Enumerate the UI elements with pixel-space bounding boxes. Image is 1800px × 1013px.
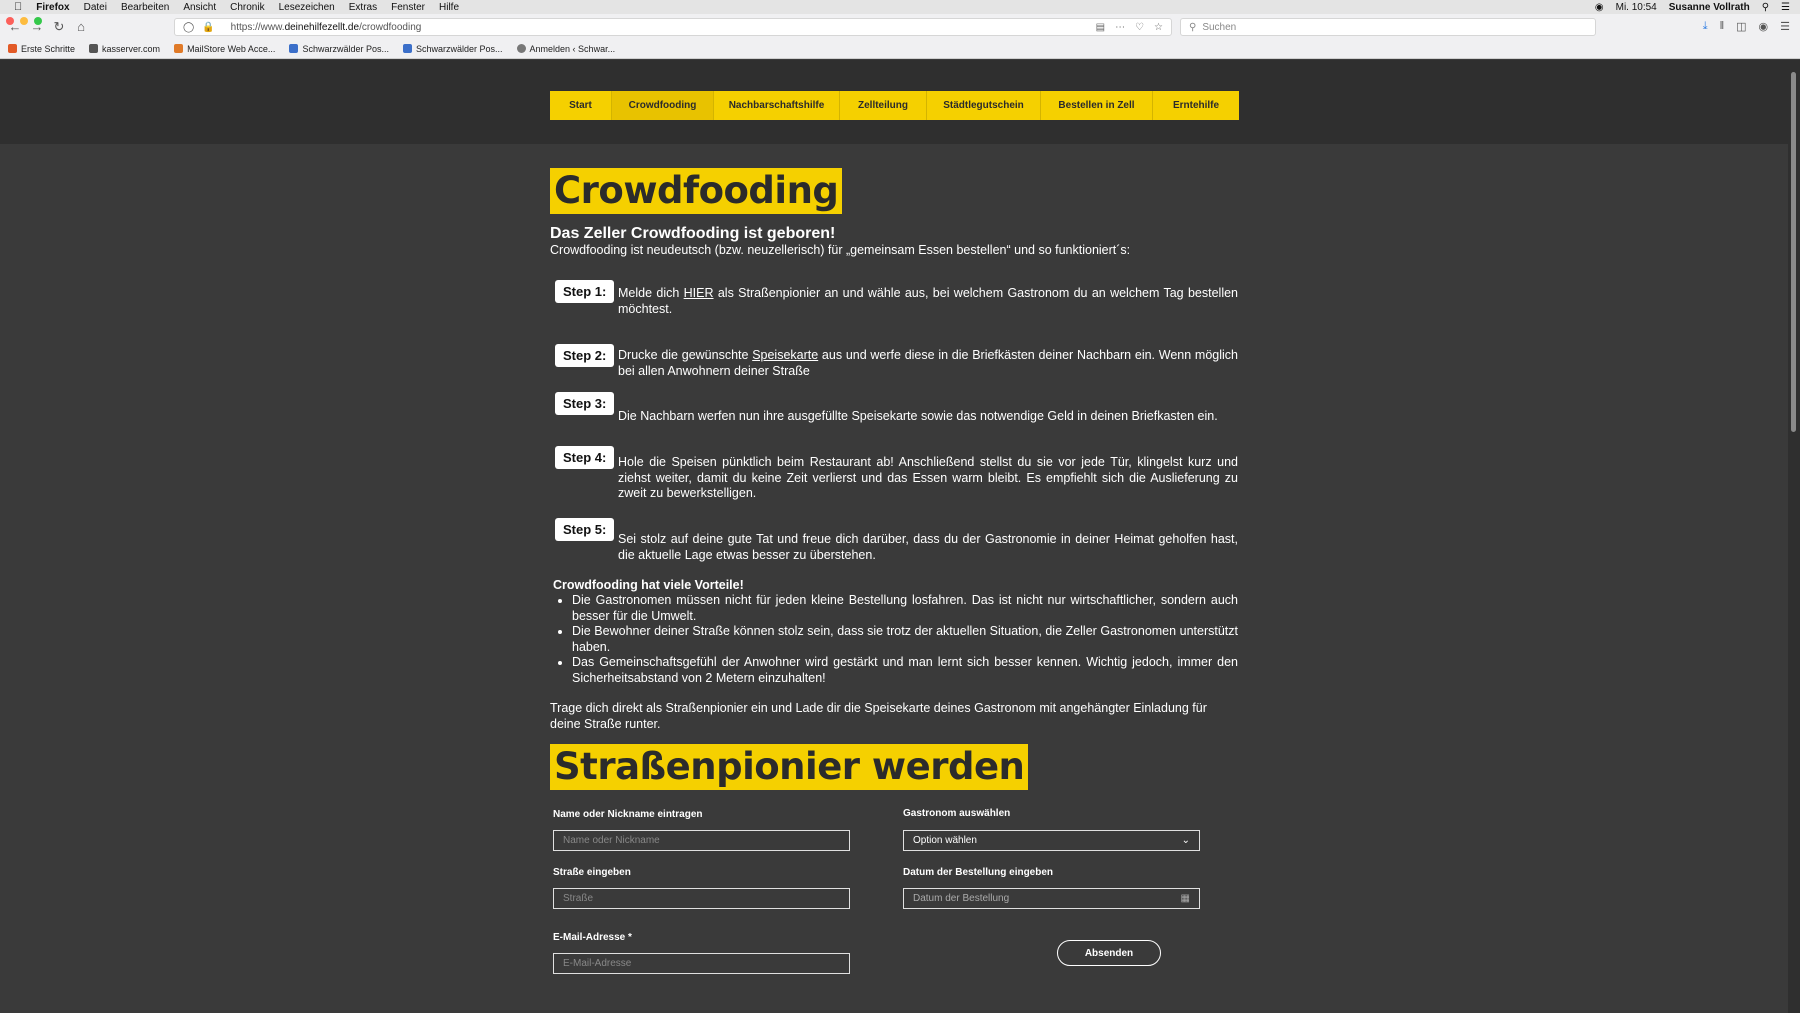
menu-item[interactable]: Bearbeiten (112, 1, 162, 13)
site-header (0, 60, 1788, 144)
submit-button[interactable]: Absenden (1057, 940, 1161, 966)
bookmark-item[interactable]: Anmelden ‹ Schwar... (517, 44, 616, 54)
list-item: • Die Bewohner deiner Straße können stolz sein, dass sie trotz der aktuellen Situation, die Zeller Gastronomen unterstützt haben. (572, 624, 1238, 655)
step-text-5: Sei stolz auf deine gute Tat und freue dich darüber, dass du der Gastronomie in deiner Heimat geholfen hast, die aktuelle Lage etwas besser zu überstehen. (618, 532, 1238, 562)
menu-item[interactable]: Ansicht (175, 1, 208, 13)
list-item: • Die Gastronomen müssen nicht für jeden kleine Bestellung losfahren. Das ist nicht nur wirtschaftlicher, sondern auch besser für die Umwelt. (572, 593, 1238, 624)
calendar-icon[interactable]: ▦ (1180, 893, 1190, 904)
sidebar-icon[interactable]: ◫ (1736, 21, 1747, 33)
reload-icon[interactable]: ↻ (53, 19, 65, 34)
clock[interactable]: Mi. 10:54 (1615, 1, 1657, 13)
search-bar[interactable] (1180, 18, 1596, 36)
nav-start[interactable]: Start (550, 91, 612, 120)
outro-text: Trage dich direkt als Straßenpionier ein und Lade dir die Speisekarte deines Gastronom mit angehängter Einladung für deine Straße runter. (550, 701, 1207, 731)
account-icon[interactable]: ◉ (1758, 21, 1769, 33)
list-item: • Das Gemeinschaftsgefühl der Anwohner wird gestärkt und man lernt sich besser kennen. Wichtig jedoch, immer den Sicherheitsabstand von 2 Metern einzuhalten! (572, 655, 1238, 686)
bookmark-item[interactable]: Schwarzwälder Pos... (289, 44, 389, 54)
name-input[interactable]: Name oder Nickname (553, 830, 850, 851)
advantages-list (572, 593, 1238, 686)
intro-text: Crowdfooding ist neudeutsch (bzw. neuzellerisch) für „gemeinsam Essen bestellen“ und so funktioniert´s: (550, 243, 1131, 257)
street-input[interactable]: Straße (553, 888, 850, 909)
nav-bestellen-in-zell[interactable]: Bestellen in Zell (1041, 91, 1153, 120)
gastronom-select[interactable]: Option wählen ⌄ (903, 830, 1200, 851)
lock-icon: 🔒 (202, 21, 215, 33)
step-badge-3: Step 3: (555, 392, 614, 415)
email-input[interactable]: E-Mail-Adresse (553, 953, 850, 974)
search-icon: ⚲ (1189, 21, 1197, 33)
chevron-down-icon: ⌄ (1181, 835, 1190, 846)
os-menubar (0, 0, 1800, 14)
forward-icon[interactable]: → (30, 19, 44, 34)
step-text-2: Drucke die gewünschte Speisekarte aus und werfe diese in die Briefkästen deiner Nachbarn ein. Wenn möglich bei allen Anwohnern deiner Straße (618, 348, 1238, 378)
menu-item[interactable]: Chronik (221, 1, 257, 13)
hier-link[interactable]: HIER (683, 286, 714, 300)
shield-icon[interactable]: ◯ (183, 21, 195, 33)
firefox-icon (8, 44, 17, 53)
web-page (0, 60, 1788, 1013)
street-label: Straße eingeben (553, 867, 631, 878)
menu-icon[interactable]: ☰ (1780, 21, 1790, 33)
notification-center-icon[interactable]: ☰ (1781, 1, 1790, 13)
advantages-title: Crowdfooding hat viele Vorteile! (553, 578, 744, 592)
bookmark-item[interactable]: Erste Schritte (8, 44, 75, 54)
step-badge-2: Step 2: (555, 344, 614, 367)
menu-item[interactable]: Hilfe (430, 1, 451, 13)
download-icon[interactable]: ⤓ (1702, 20, 1708, 32)
back-icon[interactable]: ← (8, 19, 22, 34)
nav-crowdfooding[interactable]: Crowdfooding (612, 91, 714, 120)
browser-toolbar (0, 14, 1800, 39)
pocket-icon[interactable]: ♡ (1135, 21, 1145, 33)
speisekarte-link[interactable]: Speisekarte (752, 348, 819, 362)
more-actions-icon[interactable]: ⋯ (1115, 21, 1126, 33)
wifi-icon[interactable]: ◉ (1594, 1, 1604, 13)
kas-icon (89, 44, 98, 53)
bookmarks-bar (0, 39, 1800, 59)
nav-zellteilung[interactable]: Zellteilung (840, 91, 927, 120)
page-icon (403, 44, 412, 53)
name-label: Name oder Nickname eintragen (553, 809, 703, 820)
url-text[interactable]: https://www.deinehilfezellt.de/crowdfooding (230, 21, 422, 33)
step-text-4: Hole die Speisen pünktlich beim Restaurant ab! Anschließend stellst du sie vor jede Tür, klingelst kurz und ziehst weiter, damit du keine Zeit verlierst und das Essen warm bleibt. Es empfiehlt sich die Auslieferung zu zweit zu bewerkstelligen. (618, 455, 1238, 500)
reader-view-icon[interactable]: ▤ (1095, 21, 1106, 33)
step-text-3: Die Nachbarn werfen nun ihre ausgefüllte Speisekarte sowie das notwendige Geld in deinen Briefkasten ein. (618, 409, 1218, 423)
bookmark-item[interactable]: kasserver.com (89, 44, 160, 54)
gastronom-label: Gastronom auswählen (903, 808, 1011, 819)
step-text-1: Melde dich HIER als Straßenpionier an und wähle aus, bei welchem Gastronom du an welchem Tag bestellen möchtest. (618, 286, 1238, 316)
menu-item[interactable]: Datei (75, 1, 99, 13)
page-subtitle: Das Zeller Crowdfooding ist geboren! (550, 225, 836, 242)
step-badge-4: Step 4: (555, 446, 614, 469)
spotlight-icon[interactable]: ⚲ (1761, 1, 1770, 13)
bookmark-star-icon[interactable]: ☆ (1154, 21, 1163, 33)
menu-item[interactable]: Lesezeichen (270, 1, 327, 13)
date-input[interactable]: Datum der Bestellung ▦ (903, 888, 1200, 909)
bookmark-item[interactable]: MailStore Web Acce... (174, 44, 275, 54)
nav-nachbarschaftshilfe[interactable]: Nachbarschaftshilfe (714, 91, 840, 120)
wordpress-icon (517, 44, 526, 53)
scrollbar-thumb[interactable] (1791, 72, 1796, 432)
page-scrollbar[interactable] (1788, 60, 1800, 1013)
email-label: E-Mail-Adresse * (553, 932, 632, 943)
home-icon[interactable]: ⌂ (77, 19, 85, 34)
step-badge-1: Step 1: (555, 280, 614, 303)
menu-item[interactable]: Extras (340, 1, 369, 13)
user-name[interactable]: Susanne Vollrath (1668, 1, 1750, 13)
page-title: Crowdfooding (550, 168, 842, 214)
apple-icon[interactable] (14, 1, 22, 13)
form-title: Straßenpionier werden (550, 744, 1028, 790)
library-icon[interactable]: ‖ (1719, 20, 1725, 32)
page-icon (289, 44, 298, 53)
menu-app-name[interactable]: Firefox (28, 1, 62, 13)
menu-item[interactable]: Fenster (382, 1, 417, 13)
mailstore-icon (174, 44, 183, 53)
main-nav (550, 91, 1239, 120)
bookmark-item[interactable]: Schwarzwälder Pos... (403, 44, 503, 54)
date-label: Datum der Bestellung eingeben (903, 867, 1054, 878)
nav-staedtlegutschein[interactable]: Städtlegutschein (927, 91, 1041, 120)
search-placeholder: Suchen (1202, 21, 1237, 33)
step-badge-5: Step 5: (555, 518, 614, 541)
url-bar[interactable] (174, 18, 1172, 36)
nav-erntehilfe[interactable]: Erntehilfe (1153, 91, 1239, 120)
